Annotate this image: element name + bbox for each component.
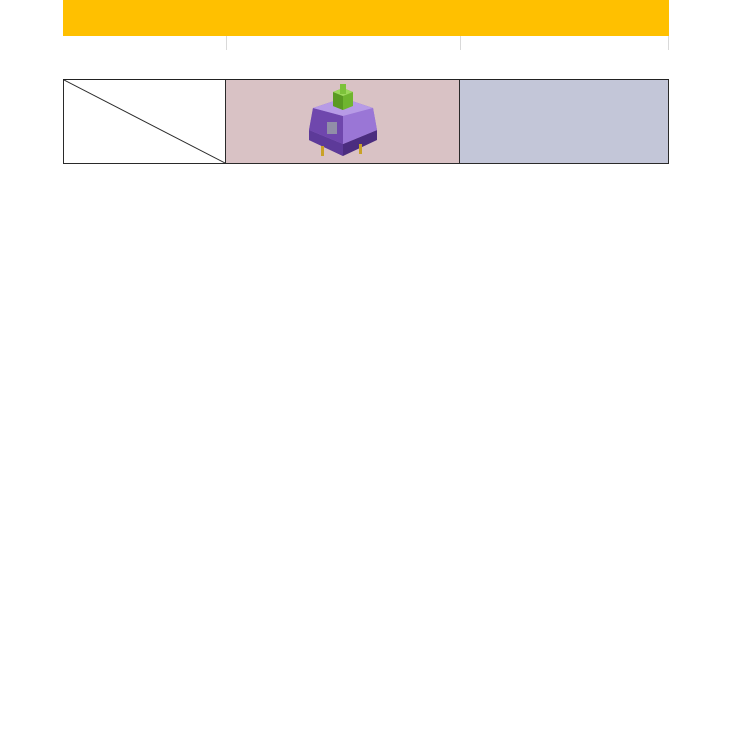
spreadsheet-sheet bbox=[63, 0, 669, 732]
blank-row bbox=[63, 36, 669, 50]
keyboard-switch-image bbox=[299, 82, 387, 162]
extra-column-cell[interactable] bbox=[460, 80, 669, 164]
diagonal-divider bbox=[64, 80, 227, 164]
page-title bbox=[63, 0, 669, 36]
table-header-row bbox=[63, 80, 669, 164]
header-diagonal-cell[interactable] bbox=[63, 80, 226, 164]
section-subtitle bbox=[63, 50, 669, 80]
switch-image-cell[interactable] bbox=[226, 80, 460, 164]
